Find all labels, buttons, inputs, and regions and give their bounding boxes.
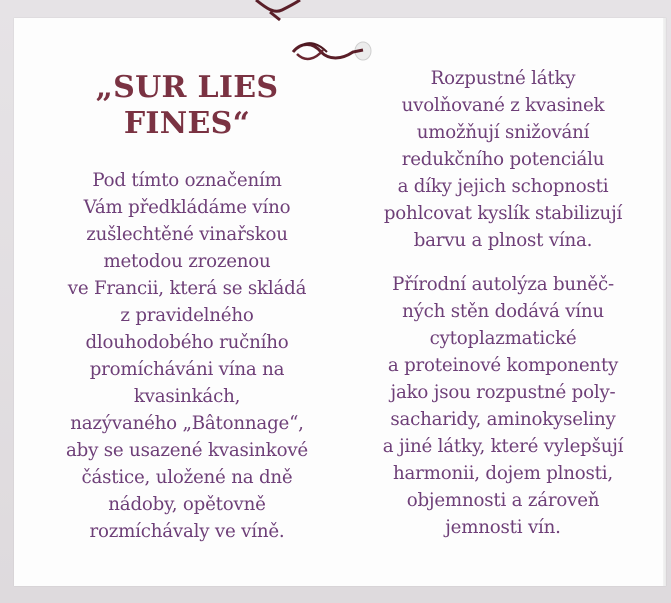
left-text-line: nazývaného „Bâtonnage“, — [70, 413, 304, 434]
right-text-line: cytoplazmatické — [429, 328, 577, 349]
right-text-line: objemnosti a zároveň — [406, 490, 600, 511]
right-text-line: barvu a plnost vína. — [413, 230, 593, 251]
right-text-line: pohlcovat kyslík stabilizují — [383, 203, 623, 224]
title-line-2: FINES“ — [123, 106, 251, 141]
right-text-line: jako jsou rozpustné poly- — [390, 382, 616, 403]
left-text-line: Pod tímto označením — [92, 170, 282, 191]
left-text-line: dlouhodobého ručního — [85, 332, 289, 353]
hanging-string — [252, 0, 302, 22]
string-knot-hole — [291, 40, 377, 64]
right-text-line: a proteinové komponenty — [387, 355, 619, 376]
left-text-line: metodou zrozenou — [103, 251, 271, 272]
right-text-line: ných stěn dodává vínu — [402, 301, 604, 322]
left-text-line: zušlechtěné vinařskou — [86, 224, 288, 245]
right-text-line: sacharidy, aminokyseliny — [390, 409, 616, 430]
right-text-line: a jiné látky, které vylepšují — [382, 436, 624, 457]
left-text-line: nádoby, opětovně — [108, 494, 266, 515]
right-text-line: redukčního potenciálu — [401, 149, 605, 170]
left-text-line: Vám předkládáme víno — [83, 197, 291, 218]
right-text-line: Přírodní autolýza buněč- — [392, 274, 614, 295]
left-text-line: z pravidelného — [120, 305, 254, 326]
left-text-line: částice, uložené na dně — [81, 467, 293, 488]
right-text-line: umožňují snižování — [416, 122, 590, 143]
left-text-line: aby se usazené kvasinkové — [66, 440, 308, 461]
left-text-line: kvasinkách, — [133, 386, 241, 407]
left-text-line: rozmíchávaly ve víně. — [89, 521, 285, 542]
right-text-line: Rozpustné látky — [430, 68, 576, 89]
left-text-line: promícháváni vína na — [89, 359, 285, 380]
right-text-line: jemnosti vín. — [445, 517, 561, 538]
left-text-line: ve Francii, která se skládá — [67, 278, 307, 299]
title-line-1: „SUR LIES — [95, 70, 279, 105]
right-text-line: harmonii, dojem plnosti, — [393, 463, 613, 484]
right-text-line: a díky jejich schopnosti — [397, 176, 609, 197]
right-text-line: uvolňované z kvasinek — [401, 95, 605, 116]
